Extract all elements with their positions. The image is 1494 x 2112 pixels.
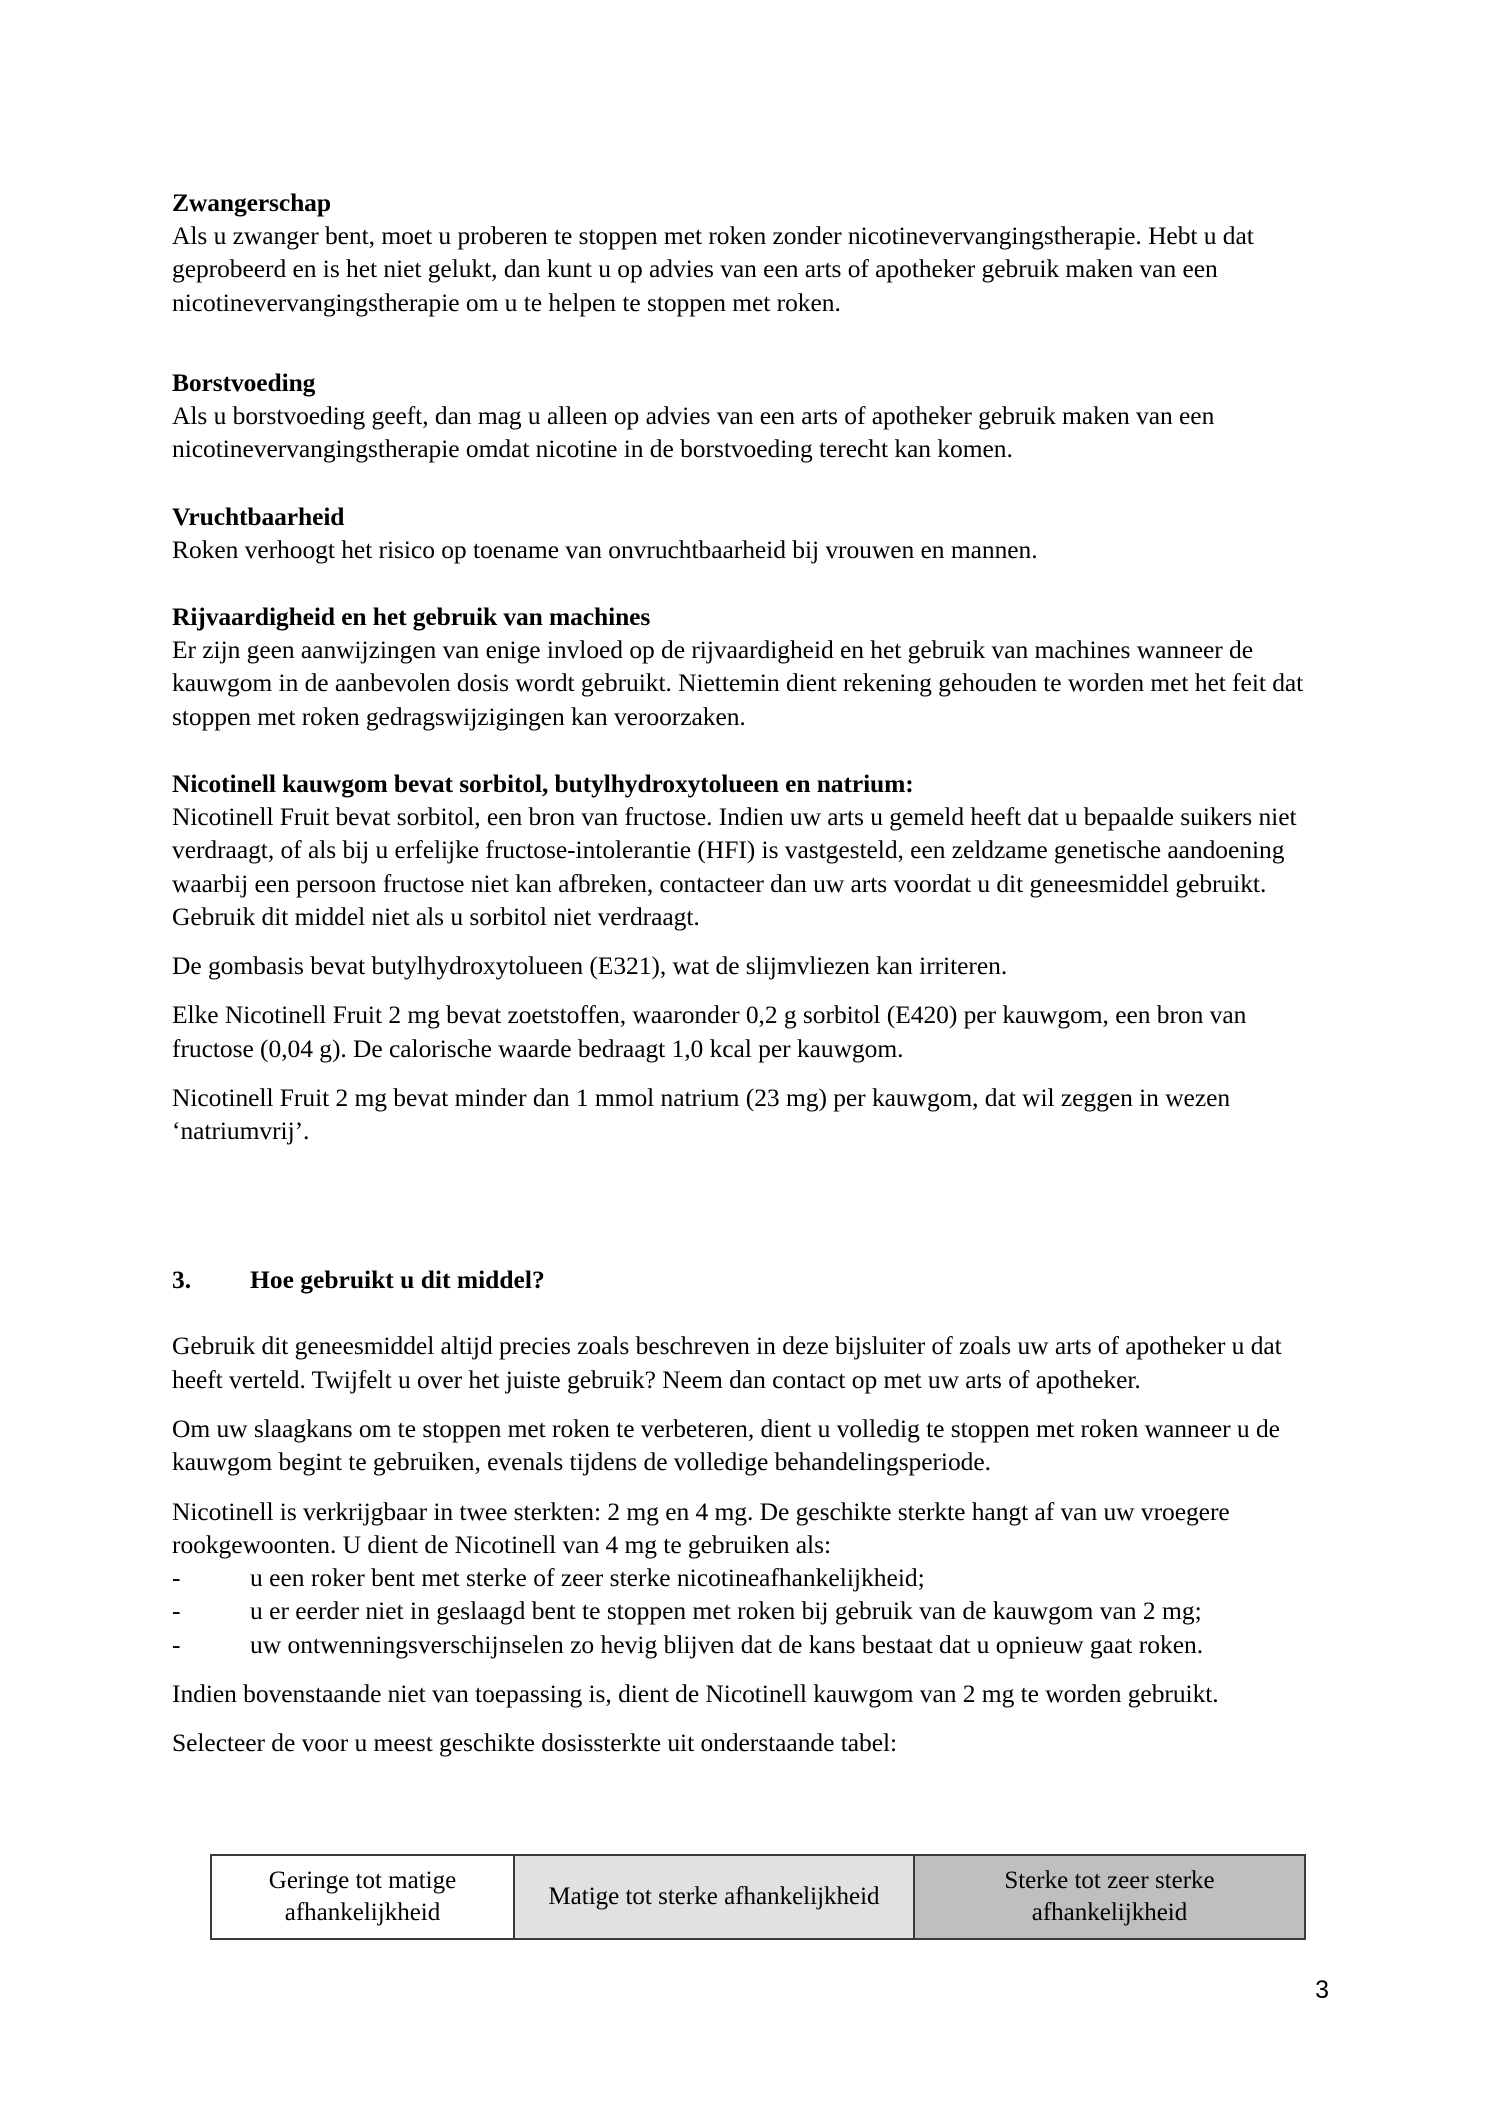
- paragraph-2mg-default: Indien bovenstaande niet van toepassing is, dient de Nicotinell kauwgom van 2 mg te worden gebruikt.: [172, 1678, 1219, 1708]
- spacer: [172, 1065, 1312, 1081]
- section-number: 3.: [172, 1265, 192, 1295]
- spacer: [172, 1295, 1312, 1329]
- paragraph-sorbitol: Nicotinell Fruit bevat sorbitol, een bron van fructose. Indien uw arts u gemeld heeft dat u bepaalde suikers niet verdraagt, of als bij u erfelijke fructose-intolerantie (HFI) is vastgesteld, een zeldzame genetische aandoening waarbij een persoon fructose niet kan afbreken, contacteer dan uw arts voordat u dit geneesmiddel gebruikt. Gebruik dit middel niet als u sorbitol niet verdraagt.: [172, 802, 1297, 931]
- heading-rijvaardigheid: Rijvaardigheid en het gebruik van machines: [172, 602, 651, 632]
- spacer: [172, 1710, 1312, 1726]
- list-item: [172, 1561, 1312, 1594]
- paragraph-zoetstoffen: Elke Nicotinell Fruit 2 mg bevat zoetstoffen, waaronder 0,2 g sorbitol (E420) per kauwgom, een bron van fructose (0,04 g). De calorische waarde bedraagt 1,0 kcal per kauwgom.: [172, 1000, 1247, 1063]
- paragraph-natrium: Nicotinell Fruit 2 mg bevat minder dan 1 mmol natrium (23 mg) per kauwgom, dat wil zeggen in wezen ‘natriumvrij’.: [172, 1082, 1231, 1146]
- spacer: [172, 982, 1312, 998]
- spacer: [172, 1147, 1312, 1265]
- list-item: [172, 1628, 1312, 1661]
- paragraph-borstvoeding: Als u borstvoeding geeft, dan mag u alleen op advies van een arts of apotheker gebruik maken van een nicotinevervangingstherapie omdat nicotine in de borstvoeding terecht kan komen.: [172, 401, 1215, 464]
- spacer: [172, 466, 1312, 500]
- dependency-dose-table: [210, 1854, 1306, 1940]
- paragraph-sterkten: Nicotinell is verkrijgbaar in twee sterkten: 2 mg en 4 mg. De geschikte sterkte hangt af van uw vroegere rookgewoonten. U dient de Nicotinell van 4 mg te gebruiken als:: [172, 1496, 1230, 1559]
- paragraph-slaagkans: Om uw slaagkans om te stoppen met roken te verbeteren, dient u volledig te stoppen met roken wanneer u de kauwgom begint te gebruiken, evenals tijdens de volledige behandelingsperiode.: [172, 1414, 1280, 1477]
- paragraph-zwangerschap: Als u zwanger bent, moet u proberen te stoppen met roken zonder nicotinevervangingstherapie. Hebt u dat geprobeerd en is het niet gelukt, dan kunt u op advies van een arts of apotheker gebruik maken van een nicotinevervangingstherapie om u te helpen te stoppen met roken.: [172, 221, 1254, 317]
- spacer: [172, 566, 1312, 600]
- table-cell-low-dependency: Geringe tot matige afhankelijkheid: [211, 1855, 514, 1939]
- dash-marker: -: [172, 1596, 181, 1626]
- dash-marker: -: [172, 1629, 181, 1659]
- paragraph-butylhydroxytolueen: De gombasis bevat butylhydroxytolueen (E321), wat de slijmvliezen kan irriteren.: [172, 951, 1008, 981]
- spacer: [172, 1661, 1312, 1677]
- heading-borstvoeding: Borstvoeding: [172, 367, 316, 397]
- dash-marker: -: [172, 1563, 181, 1593]
- paragraph-rijvaardigheid: Er zijn geen aanwijzingen van enige invloed op de rijvaardigheid en het gebruik van machines wanneer de kauwgom in de aanbevolen dosis wordt gebruikt. Niettemin dient rekening gehouden te worden met het feit dat stoppen met roken gedragswijzigingen kan veroorzaken.: [172, 635, 1304, 731]
- list-item-label: uw ontwenningsverschijnselen zo hevig blijven dat de kans bestaat dat u opnieuw gaat roken.: [250, 1629, 1204, 1659]
- list-item-label: u een roker bent met sterke of zeer sterke nicotineafhankelijkheid;: [250, 1563, 925, 1593]
- section-title: Hoe gebruikt u dit middel?: [250, 1265, 545, 1295]
- section-heading-3: [172, 1265, 1312, 1295]
- heading-vruchtbaarheid: Vruchtbaarheid: [172, 501, 345, 531]
- spacer: [172, 933, 1312, 949]
- table-cell-moderate-dependency: Matige tot sterke afhankelijkheid: [514, 1855, 914, 1939]
- heading-zwangerschap: Zwangerschap: [172, 188, 331, 217]
- spacer: [172, 1396, 1312, 1412]
- dose-table-container: [210, 1854, 1306, 1940]
- dependency-criteria-list: [172, 1561, 1312, 1661]
- paragraph-gebruik-intro: Gebruik dit geneesmiddel altijd precies zoals beschreven in deze bijsluiter of zoals uw arts of apotheker u dat heeft verteld. Twijfelt u over het juiste gebruik? Neem dan contact op met uw arts of apotheker.: [172, 1331, 1282, 1394]
- list-item-label: u er eerder niet in geslaagd bent te stoppen met roken bij gebruik van de kauwgom van 2 mg;: [250, 1596, 1202, 1626]
- table-cell-high-dependency: Sterke tot zeer sterke afhankelijkheid: [914, 1855, 1305, 1939]
- list-item: [172, 1594, 1312, 1627]
- paragraph-tabel-intro: Selecteer de voor u meest geschikte dosissterkte uit onderstaande tabel:: [172, 1728, 898, 1758]
- spacer: [172, 1479, 1312, 1495]
- table-row: [211, 1855, 1305, 1939]
- spacer: [172, 733, 1312, 767]
- spacer: [172, 319, 1312, 366]
- page-number: 3: [1315, 1976, 1329, 2004]
- paragraph-vruchtbaarheid: Roken verhoogt het risico op toename van onvruchtbaarheid bij vrouwen en mannen.: [172, 534, 1038, 564]
- heading-hulpstoffen: Nicotinell kauwgom bevat sorbitol, butylhydroxytolueen en natrium:: [172, 768, 914, 798]
- page-content: [172, 186, 1312, 1759]
